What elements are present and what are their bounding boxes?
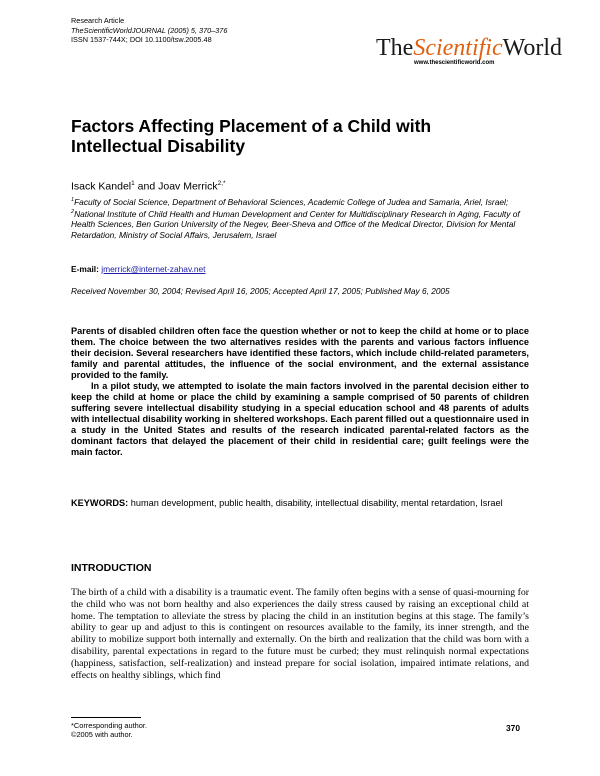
section-heading: INTRODUCTION	[71, 562, 152, 574]
abstract-paragraph: In a pilot study, we attempted to isolate the main factors involved in the parental decision either to keep the child at home or place the child by examining a sample comprised of 50 parents of children suffering severe intellectual disability studying in a special education school and 48 parents of adults with intellectual disability working in sheltered workshops. Each parent filled out a questionnaire used in a study in the United States and results of the research indicated parental-related factors as the dominant factors that delayed the placement of their child in residential care; guilt feelings were the main factor.	[71, 381, 529, 457]
abstract	[71, 326, 529, 458]
author-name: Joav Merrick	[158, 180, 218, 193]
logo-wordmark	[376, 35, 562, 61]
logo-scientific: Scientific	[413, 35, 503, 61]
author-affiliation-mark: 2,*	[217, 180, 226, 187]
email-link[interactable]: jmerrick@internet-zahav.net	[101, 264, 206, 274]
footnote	[71, 721, 147, 740]
journal-citation: TheScientificWorldJOURNAL (2005) 5, 370–376	[71, 25, 228, 35]
publication-dates: Received November 30, 2004; Revised April 16, 2005; Accepted April 17, 2005; Published May 6, 2005	[71, 286, 450, 296]
email-label: E-mail:	[71, 264, 99, 274]
author-affiliation-mark: 1	[131, 180, 135, 187]
corresponding-author-note: *Corresponding author.	[71, 721, 148, 730]
page-number: 370	[506, 723, 520, 733]
logo-world: World	[502, 35, 562, 61]
body-paragraph: The birth of a child with a disability is a traumatic event. The family often begins with a sense of quasi-mourning for the child who was not born healthy and also experiences the daily stress caused by raising an exceptional child at home. The temptation to alleviate the stress by placing the child in an institution begins at this stage. The family’s ability to gear up and adjust to this is contingent on resources available to the family, its inner strength, and the ability to mobilize support both internally and externally. On the birth and realization that the child was born with a disability, parental expectations in regard to the future must be curbed; they must relinquish normal expectations (happiness, satisfaction, self-realization) and instead prepare for social isolation, impaired intimate relations, and effects on healthy siblings, which find	[71, 587, 529, 681]
paper-title: Factors Affecting Placement of a Child with Intellectual Disability	[71, 116, 432, 156]
journal-header	[71, 16, 227, 45]
journal-logo	[376, 35, 562, 76]
issn-doi: ISSN 1537-744X; DOI 10.1100/tsw.2005.48	[71, 35, 212, 45]
logo-url: www.thescientificworld.com	[414, 60, 495, 66]
keywords-label: KEYWORDS:	[71, 498, 129, 508]
keywords-text: human development, public health, disability, intellectual disability, mental retardation, Israel	[128, 498, 503, 508]
abstract-paragraph: Parents of disabled children often face the question whether or not to keep the child at home or to place them. The choice between the two alternatives resides with the parents and various factors influence their decision. Several researchers have identified these factors, which include child-related parameters, family and parental attitudes, the influence of the social environment, and the external assistance provided to the family.	[71, 326, 529, 380]
author-name: Isack Kandel	[71, 180, 132, 193]
affiliation-mark: 2	[71, 209, 75, 216]
author-list	[71, 180, 226, 193]
affiliation-mark: 1	[71, 197, 75, 203]
copyright-note: ©2005 with author.	[71, 730, 133, 740]
affiliation-text: National Institute of Child Health and Human Development and Center for Multidisciplinary Research in Aging, Faculty of Health Sciences, Ben Gurion University of the Negev, Beer-Sheva and Office of the Medical Director, Division for Mental Retardation, Ministry of Social Affairs, Jerusalem, Israel	[71, 209, 520, 240]
article-type: Research Article	[71, 16, 125, 25]
footnote-rule	[71, 717, 141, 718]
affiliation-text: Faculty of Social Science, Department of Behavioral Sciences, Academic College of Judea and Samaria, Ariel, Israel;	[74, 196, 509, 207]
author-connector: and	[134, 180, 159, 193]
email-line	[71, 264, 206, 274]
logo-the: The	[376, 35, 414, 61]
affiliations	[71, 195, 541, 240]
keywords	[71, 498, 529, 509]
